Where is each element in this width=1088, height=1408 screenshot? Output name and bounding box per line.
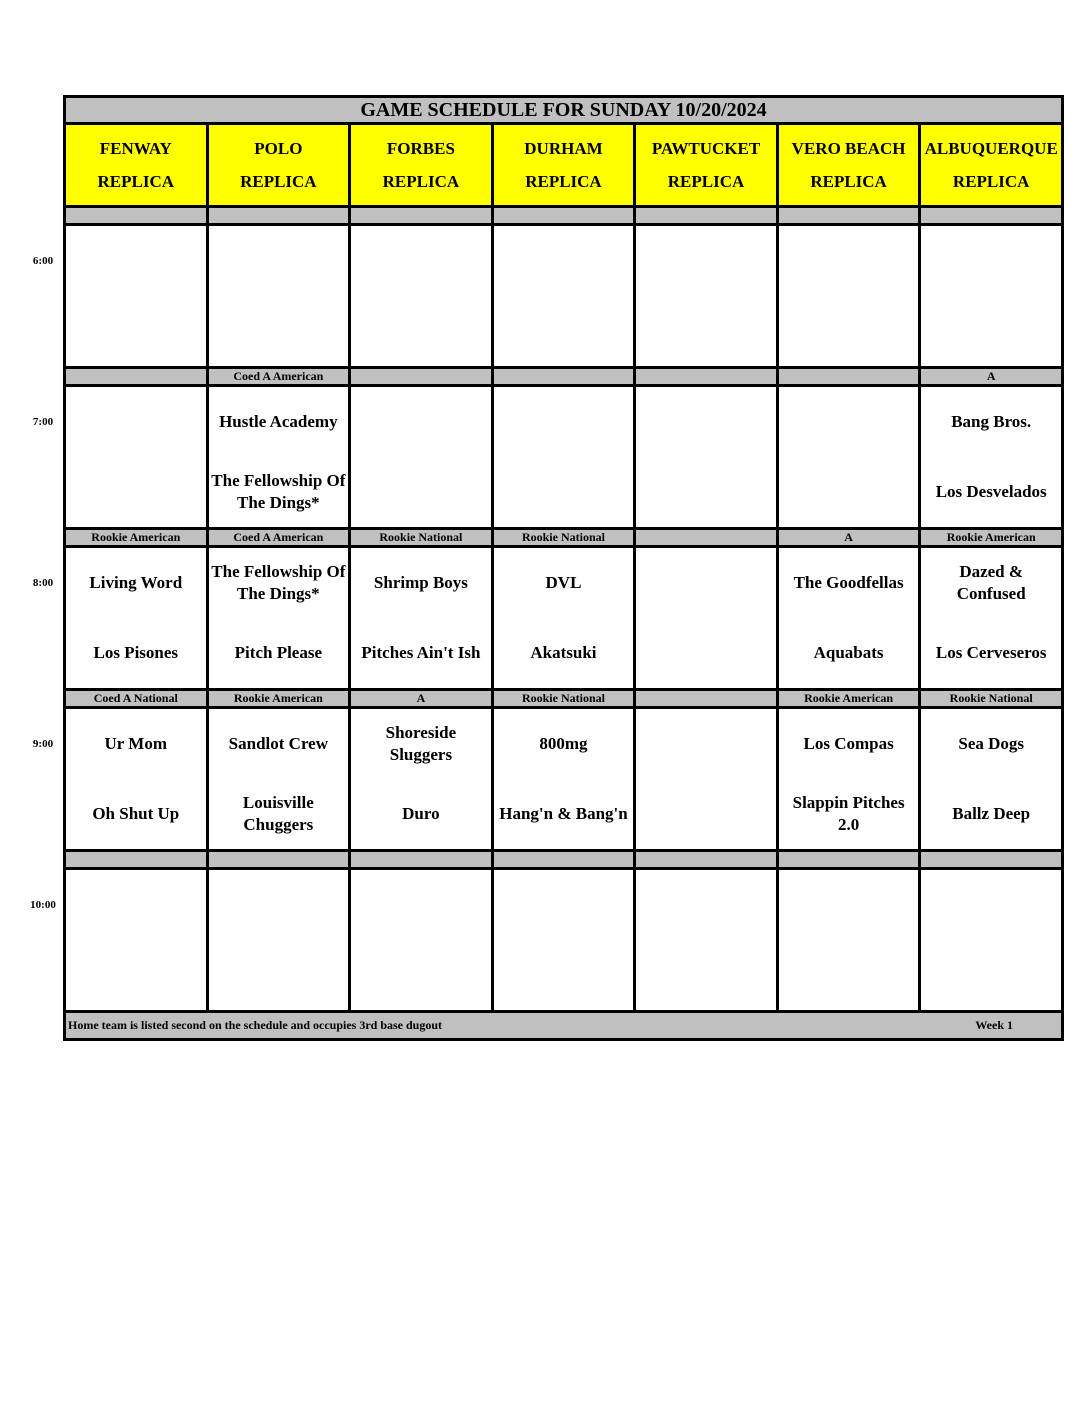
division-label bbox=[777, 851, 920, 869]
away-team: Living Word bbox=[89, 573, 183, 592]
division-label bbox=[635, 851, 778, 869]
home-team bbox=[494, 457, 634, 527]
away-team bbox=[351, 870, 491, 940]
division-label: Rookie National bbox=[492, 529, 635, 547]
division-label bbox=[350, 207, 493, 225]
home-team bbox=[66, 296, 206, 366]
division-label bbox=[207, 851, 350, 869]
away-team bbox=[351, 226, 491, 296]
time-label: 9:00 bbox=[32, 737, 54, 750]
game-cell bbox=[207, 225, 350, 368]
division-label: Rookie American bbox=[207, 690, 350, 708]
division-label: Coed A American bbox=[207, 368, 350, 386]
game-cell bbox=[635, 708, 778, 851]
game-cell bbox=[207, 869, 350, 1012]
division-label bbox=[492, 368, 635, 386]
field-subtitle: REPLICA bbox=[382, 172, 460, 191]
division-label bbox=[65, 851, 208, 869]
schedule-title: GAME SCHEDULE FOR SUNDAY 10/20/2024 bbox=[65, 97, 1063, 124]
schedule-footer bbox=[65, 1012, 1063, 1040]
away-team: The Fellowship Of The Dings* bbox=[211, 562, 346, 603]
field-subtitle: REPLICA bbox=[525, 172, 602, 191]
time-label: 7:00 bbox=[32, 415, 54, 428]
game-cell bbox=[777, 225, 920, 368]
home-team: Duro bbox=[402, 804, 440, 823]
home-team bbox=[636, 618, 776, 688]
away-team bbox=[779, 870, 919, 940]
field-header bbox=[207, 124, 350, 207]
time-slot-row bbox=[65, 386, 1063, 529]
game-cell bbox=[920, 225, 1063, 368]
time-label: 6:00 bbox=[32, 254, 54, 267]
home-team: Los Pisones bbox=[93, 643, 179, 662]
home-team bbox=[921, 940, 1061, 1010]
field-name: VERO BEACH bbox=[791, 139, 906, 158]
field-name: PAWTUCKET bbox=[651, 139, 761, 158]
home-team bbox=[779, 457, 919, 527]
game-cell bbox=[65, 386, 208, 529]
field-header bbox=[65, 124, 208, 207]
game-cell bbox=[777, 869, 920, 1012]
home-team: Akatsuki bbox=[530, 643, 597, 662]
away-team: Hustle Academy bbox=[219, 412, 338, 431]
home-team bbox=[494, 296, 634, 366]
away-team bbox=[66, 387, 206, 457]
home-team bbox=[66, 457, 206, 527]
home-team bbox=[351, 940, 491, 1010]
away-team bbox=[636, 548, 776, 618]
home-team: Pitch Please bbox=[234, 643, 323, 662]
away-team bbox=[921, 870, 1061, 940]
field-name: DURHAM bbox=[524, 139, 603, 158]
game-cell bbox=[492, 225, 635, 368]
away-team: The Goodfellas bbox=[793, 573, 904, 592]
division-band bbox=[65, 207, 1063, 225]
division-label bbox=[207, 207, 350, 225]
away-team bbox=[921, 226, 1061, 296]
week-label: Week 1 bbox=[975, 1018, 1013, 1032]
game-cell bbox=[492, 869, 635, 1012]
game-cell bbox=[920, 869, 1063, 1012]
field-name: FENWAY bbox=[99, 139, 172, 158]
home-team bbox=[351, 296, 491, 366]
division-label bbox=[350, 851, 493, 869]
home-team bbox=[209, 296, 349, 366]
away-team bbox=[636, 387, 776, 457]
game-cell bbox=[207, 708, 350, 851]
field-subtitle: REPLICA bbox=[952, 172, 1030, 191]
home-team bbox=[351, 457, 491, 527]
field-header bbox=[635, 124, 778, 207]
game-cell bbox=[635, 225, 778, 368]
division-label: Rookie National bbox=[492, 690, 635, 708]
game-cell bbox=[920, 708, 1063, 851]
game-cell bbox=[65, 708, 208, 851]
home-team: Louisville Chuggers bbox=[242, 793, 314, 834]
away-team bbox=[779, 387, 919, 457]
home-team: The Fellowship Of The Dings* bbox=[211, 471, 346, 512]
field-subtitle: REPLICA bbox=[810, 172, 887, 191]
field-name: ALBUQUERQUE bbox=[924, 139, 1058, 158]
home-team: Los Cerveseros bbox=[935, 643, 1047, 662]
away-team bbox=[494, 387, 634, 457]
division-label bbox=[635, 529, 778, 547]
time-slot-row bbox=[65, 225, 1063, 368]
home-team bbox=[636, 296, 776, 366]
away-team: Sea Dogs bbox=[958, 734, 1025, 753]
game-cell bbox=[635, 547, 778, 690]
game-cell bbox=[635, 869, 778, 1012]
away-team bbox=[209, 870, 349, 940]
away-team: Shoreside Sluggers bbox=[385, 723, 457, 764]
game-cell bbox=[350, 869, 493, 1012]
game-cell bbox=[492, 708, 635, 851]
division-label: A bbox=[350, 690, 493, 708]
division-label: Rookie National bbox=[920, 690, 1063, 708]
division-band bbox=[65, 529, 1063, 547]
game-cell bbox=[492, 386, 635, 529]
home-team: Aquabats bbox=[813, 643, 884, 662]
schedule-table bbox=[63, 95, 1064, 1041]
division-label bbox=[635, 207, 778, 225]
away-team: 800mg bbox=[539, 734, 588, 753]
time-label: 10:00 bbox=[30, 898, 56, 911]
away-team bbox=[779, 226, 919, 296]
game-cell bbox=[350, 708, 493, 851]
game-cell bbox=[492, 547, 635, 690]
division-band bbox=[65, 851, 1063, 869]
game-cell bbox=[920, 547, 1063, 690]
field-header bbox=[777, 124, 920, 207]
division-label: A bbox=[920, 368, 1063, 386]
game-cell bbox=[65, 869, 208, 1012]
home-team bbox=[209, 940, 349, 1010]
home-team bbox=[66, 940, 206, 1010]
away-team: Dazed & Confused bbox=[956, 562, 1026, 603]
division-label: Coed A National bbox=[65, 690, 208, 708]
home-team bbox=[779, 296, 919, 366]
division-band bbox=[65, 690, 1063, 708]
field-header bbox=[920, 124, 1063, 207]
division-label bbox=[777, 207, 920, 225]
home-team bbox=[636, 457, 776, 527]
division-label: Rookie National bbox=[350, 529, 493, 547]
away-team bbox=[636, 226, 776, 296]
time-slot-row bbox=[65, 708, 1063, 851]
field-name: FORBES bbox=[386, 139, 455, 158]
division-label bbox=[65, 368, 208, 386]
division-label bbox=[920, 851, 1063, 869]
game-cell bbox=[350, 547, 493, 690]
field-subtitle: REPLICA bbox=[240, 172, 317, 191]
division-label: A bbox=[777, 529, 920, 547]
field-header bbox=[492, 124, 635, 207]
field-subtitle: REPLICA bbox=[97, 172, 175, 191]
home-team: Los Desvelados bbox=[935, 482, 1047, 501]
division-label bbox=[635, 690, 778, 708]
field-name: POLO bbox=[254, 139, 303, 158]
division-label bbox=[777, 368, 920, 386]
home-team: Pitches Ain't Ish bbox=[361, 643, 481, 662]
division-label: Rookie American bbox=[920, 529, 1063, 547]
away-team bbox=[636, 870, 776, 940]
home-team bbox=[921, 296, 1061, 366]
game-cell bbox=[777, 547, 920, 690]
division-label bbox=[65, 207, 208, 225]
division-label: Rookie American bbox=[65, 529, 208, 547]
away-team: Sandlot Crew bbox=[228, 734, 329, 753]
home-team bbox=[636, 779, 776, 849]
field-header bbox=[350, 124, 493, 207]
division-label: Rookie American bbox=[777, 690, 920, 708]
game-cell bbox=[777, 708, 920, 851]
division-label bbox=[492, 207, 635, 225]
away-team bbox=[494, 226, 634, 296]
game-cell bbox=[207, 547, 350, 690]
away-team bbox=[209, 226, 349, 296]
away-team: DVL bbox=[545, 573, 582, 592]
field-subtitle: REPLICA bbox=[667, 172, 745, 191]
time-slot-row bbox=[65, 547, 1063, 690]
game-cell bbox=[920, 386, 1063, 529]
away-team bbox=[636, 709, 776, 779]
away-team bbox=[66, 870, 206, 940]
home-team: Hang'n & Bang'n bbox=[499, 804, 628, 823]
away-team: Shrimp Boys bbox=[373, 573, 468, 592]
division-label bbox=[635, 368, 778, 386]
game-cell bbox=[207, 386, 350, 529]
time-label: 8:00 bbox=[32, 576, 54, 589]
game-cell bbox=[350, 386, 493, 529]
game-cell bbox=[65, 547, 208, 690]
division-band bbox=[65, 368, 1063, 386]
home-team: Slappin Pitches 2.0 bbox=[792, 793, 905, 834]
home-team bbox=[636, 940, 776, 1010]
home-team bbox=[779, 940, 919, 1010]
game-cell bbox=[350, 225, 493, 368]
time-slot-row bbox=[65, 869, 1063, 1012]
division-label bbox=[492, 851, 635, 869]
away-team: Bang Bros. bbox=[951, 412, 1032, 431]
division-label bbox=[350, 368, 493, 386]
game-cell bbox=[65, 225, 208, 368]
away-team: Los Compas bbox=[803, 734, 894, 753]
home-team: Ballz Deep bbox=[952, 804, 1031, 823]
division-label: Coed A American bbox=[207, 529, 350, 547]
home-team: Oh Shut Up bbox=[92, 804, 180, 823]
away-team: Ur Mom bbox=[104, 734, 168, 753]
home-team bbox=[494, 940, 634, 1010]
division-label bbox=[920, 207, 1063, 225]
game-cell bbox=[777, 386, 920, 529]
away-team bbox=[66, 226, 206, 296]
away-team bbox=[494, 870, 634, 940]
away-team bbox=[351, 387, 491, 457]
game-cell bbox=[635, 386, 778, 529]
home-team-note: Home team is listed second on the schedule and occupies 3rd base dugout bbox=[68, 1018, 443, 1032]
